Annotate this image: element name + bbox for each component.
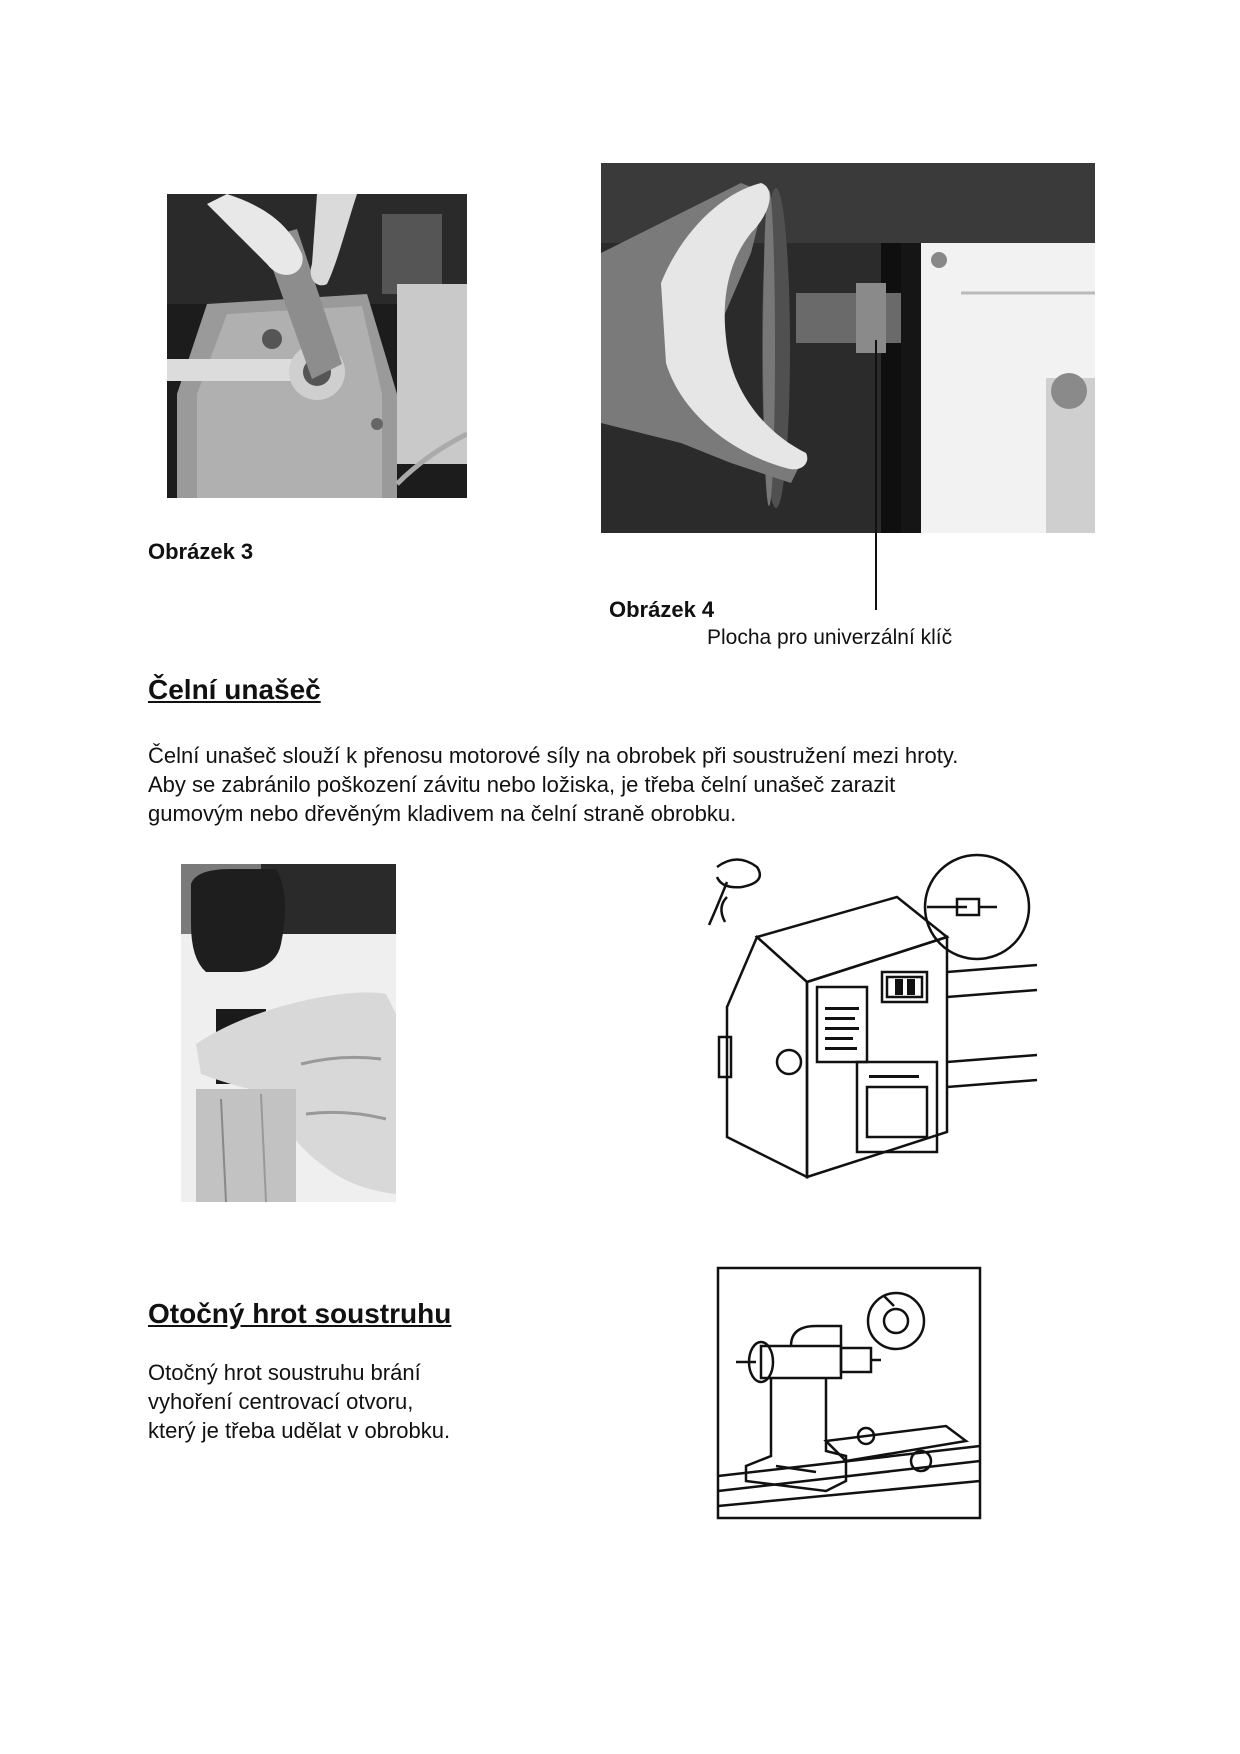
- callout-leader-line: [875, 340, 877, 610]
- figure-4-photo: [601, 163, 1095, 533]
- paragraph-line: gumovým nebo dřevěným kladivem na čelní straně obrobku.: [148, 801, 737, 826]
- face-driver-paragraph: [148, 741, 958, 828]
- lathe-headstock-drawing: [697, 847, 1057, 1187]
- paragraph-line: vyhoření centrovací otvoru,: [148, 1389, 414, 1414]
- figure-3-photo: [167, 194, 467, 498]
- mallet-photo: [181, 864, 396, 1202]
- paragraph-line: Otočný hrot soustruhu brání: [148, 1360, 421, 1385]
- figure-4-caption: Obrázek 4: [609, 597, 715, 622]
- live-center-paragraph: [148, 1358, 450, 1445]
- section-heading-face-driver: Čelní unašeč: [148, 674, 321, 705]
- section-heading-live-center: Otočný hrot soustruhu: [148, 1298, 452, 1329]
- figure-3-caption: Obrázek 3: [148, 539, 254, 564]
- figure-4-callout: Plocha pro univerzální klíč: [707, 626, 953, 649]
- paragraph-line: který je třeba udělat v obrobku.: [148, 1418, 451, 1443]
- paragraph-line: Aby se zabránilo poškození závitu nebo ložiska, je třeba čelní unašeč zarazit: [148, 772, 896, 797]
- paragraph-line: Čelní unašeč slouží k přenosu motorové síly na obrobek při soustružení mezi hroty.: [148, 743, 959, 768]
- tailstock-drawing: [716, 1266, 982, 1520]
